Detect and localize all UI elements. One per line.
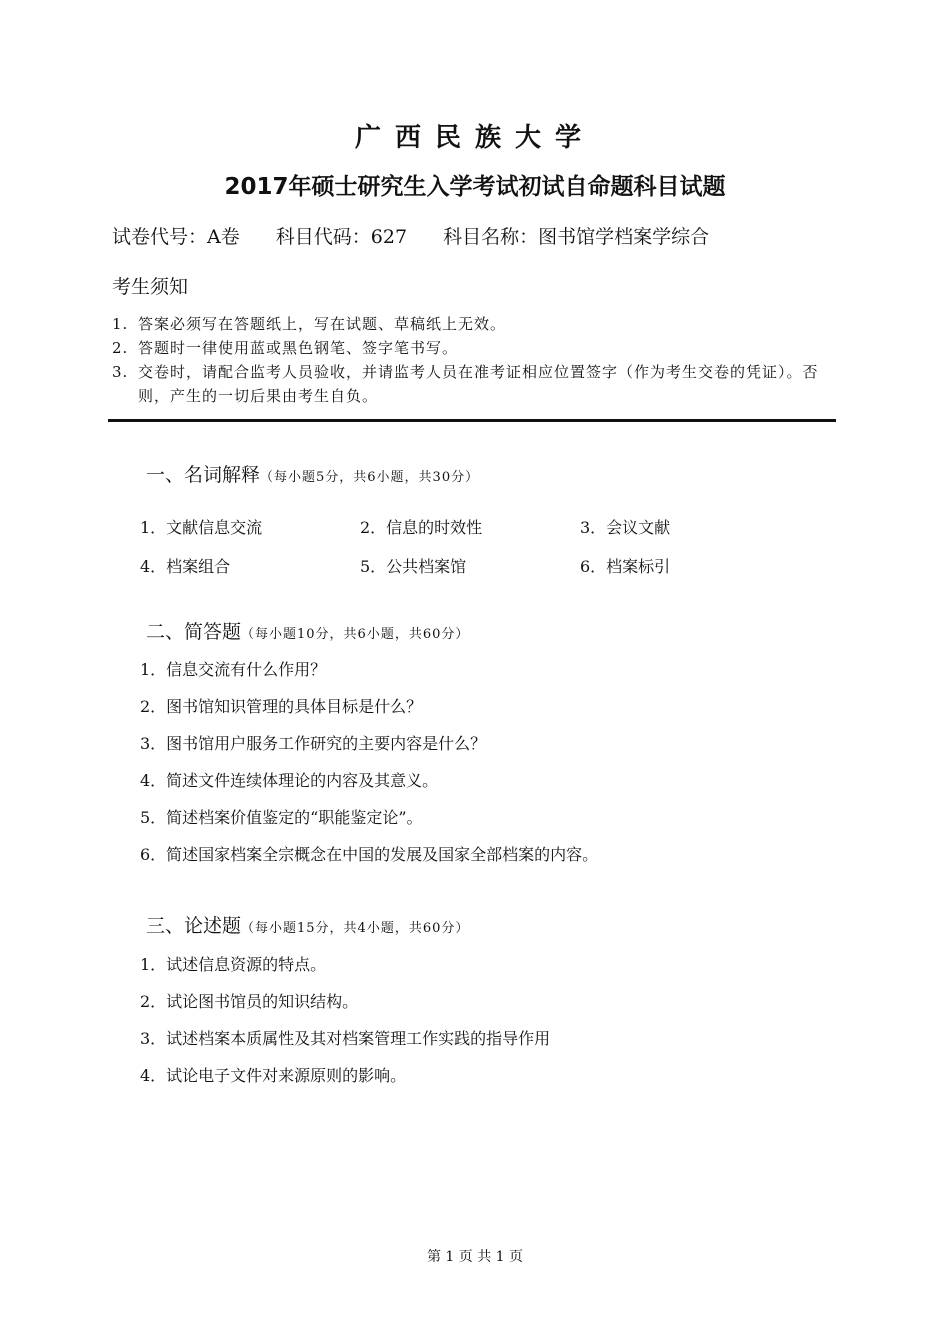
exam-meta-row (112, 222, 739, 252)
subject-code: 科目代码：627 (275, 226, 408, 248)
notice-item (112, 336, 842, 360)
notice-item (112, 312, 842, 336)
notice-item-text: 答题时一律使用蓝或黑色钢笔、签字笔书写。 (138, 339, 459, 357)
question-item: 3．图书馆用户服务工作研究的主要内容是什么？ (140, 734, 487, 753)
question-item: 2．图书馆知识管理的具体目标是什么？ (140, 697, 423, 716)
term-item: 6．档案标引 (580, 557, 671, 576)
notice-item-number: 2. (112, 339, 129, 357)
notice-list (112, 312, 842, 408)
question-item: 3．试述档案本质属性及其对档案管理工作实践的指导作用 (140, 1029, 551, 1048)
question-item: 1．信息交流有什么作用？ (140, 660, 327, 679)
subject-name: 科目名称：图书馆学档案学综合 (443, 226, 710, 248)
section-heading: 二、简答题 (146, 621, 242, 643)
page-footer: 第 1 页 共 1 页 (426, 1249, 524, 1265)
term-item: 1．文献信息交流 (140, 518, 263, 537)
term-grid (140, 507, 800, 585)
term-item: 4．档案组合 (140, 557, 231, 576)
section-heading: 三、论述题 (146, 915, 242, 937)
notice-item-number: 3. (112, 363, 129, 381)
exam-title: 2017年硕士研究生入学考试初试自命题科目试题 (224, 174, 726, 200)
section-title-short-answer (146, 618, 469, 649)
section-score-note: （每小题15分，共4小题，共60分） (241, 921, 470, 936)
notice-item (112, 360, 842, 408)
question-item: 5．简述档案价值鉴定的“职能鉴定论”。 (140, 808, 423, 827)
paper-code: 试卷代号：A卷 (112, 226, 240, 248)
section-title-terms (146, 461, 479, 492)
term-row (140, 507, 800, 546)
header-divider (108, 419, 836, 422)
term-row (140, 546, 800, 585)
notice-title: 考生须知 (112, 276, 189, 298)
university-name: 广西民族大学 (354, 123, 595, 153)
short-answer-list (140, 651, 840, 873)
question-item: 2．试论图书馆员的知识结构。 (140, 992, 359, 1011)
notice-item-text: 答案必须写在答题纸上，写在试题、草稿纸上无效。 (138, 315, 507, 333)
section-score-note: （每小题5分，共6小题，共30分） (260, 470, 480, 485)
question-item: 4．试论电子文件对来源原则的影响。 (140, 1066, 407, 1085)
section-score-note: （每小题10分，共6小题，共60分） (241, 627, 470, 642)
section-title-essay (146, 912, 469, 943)
term-item: 5．公共档案馆 (360, 557, 467, 576)
section-heading: 一、名词解释 (146, 464, 261, 486)
question-item: 1．试述信息资源的特点。 (140, 955, 327, 974)
term-item: 2．信息的时效性 (360, 518, 483, 537)
question-item: 6．简述国家档案全宗概念在中国的发展及国家全部档案的内容。 (140, 845, 599, 864)
question-item: 4．简述文件连续体理论的内容及其意义。 (140, 771, 439, 790)
notice-item-number: 1. (112, 315, 129, 333)
term-item: 3．会议文献 (580, 518, 671, 537)
essay-list (140, 946, 840, 1094)
notice-item-text: 交卷时，请配合监考人员验收，并请监考人员在准考证相应位置签字（作为考生交卷的凭证）。否则，产生的一切后果由考生自负。 (138, 363, 819, 405)
